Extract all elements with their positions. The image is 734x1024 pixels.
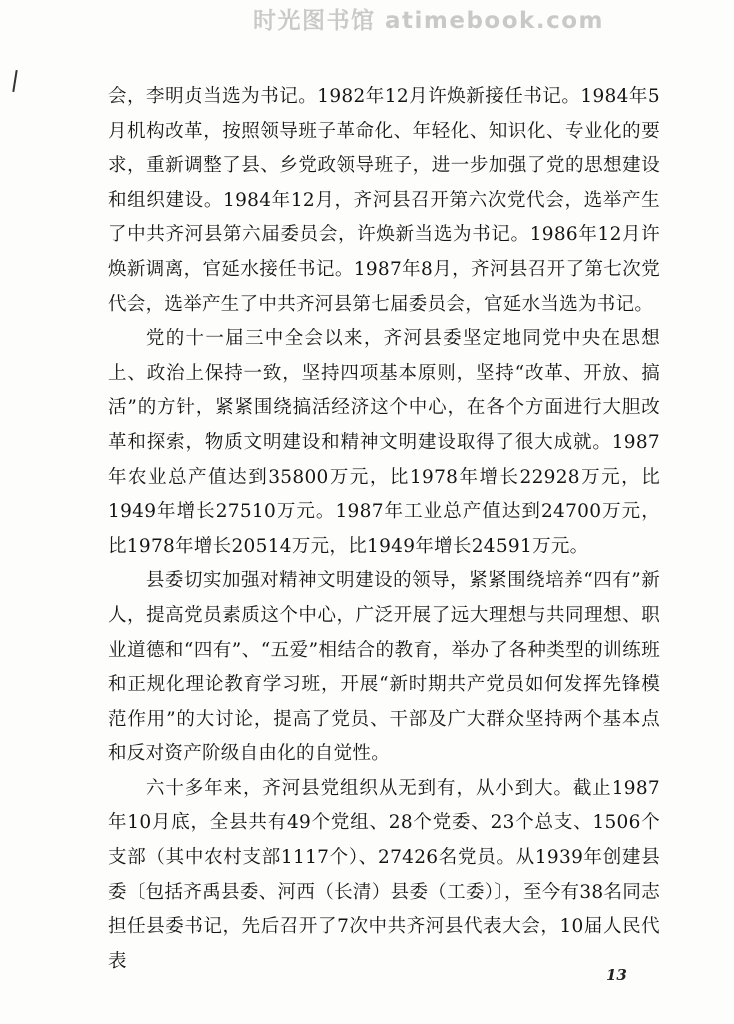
paragraph-1: 会，李明贞当选为书记。1982年12月许焕新接任书记。1984年5月机构改革，按照领导班子革命化、年轻化、知识化、专业化的要求，重新调整了县、乡党政领导班子，进一步加强了党的思想建设和组织建设。1984年12月，齐河县召开第六次党代会，选举产生了中共齐河县第六届委员会，许焕新当选为书记。1986年12月许焕新调离，官延水接任书记。1987年8月，齐河县召开了第七次党代会，选举产生了中共齐河县第七届委员会，官延水当选为书记。	[108, 86, 660, 315]
paragraph-3: 县委切实加强对精神文明建设的领导，紧紧围绕培养“四有”新人，提高党员素质这个中心，广泛开展了远大理想与共同理想、职业道德和“四有”、“五爱”相结合的教育，举办了各种类型的训练班和正规化理论教育学习班，开展“新时期共产党员如何发挥先锋模范作用”的大讨论，提高了党员、干部及广大群众坚持两个基本点和反对资产阶级自由化的自觉性。	[108, 570, 660, 765]
page-body	[108, 80, 660, 979]
margin-mark	[12, 70, 17, 92]
page-number: 13	[606, 966, 627, 984]
watermark: 时光图书馆 atimebook.com	[253, 8, 604, 34]
paragraph-2: 党的十一届三中全会以来，齐河县委坚定地同党中央在思想上、政治上保持一致，坚持四项基本原则，坚持“改革、开放、搞活”的方针，紧紧围绕搞活经济这个中心，在各个方面进行大胆改革和探索，物质文明建设和精神文明建设取得了很大成就。1987年农业总产值达到35800万元，比1978年增长22928万元，比1949年增长27510万元。1987年工业总产值达到24700万元，比1978年增长20514万元，比1949年增长24591万元。	[108, 328, 660, 557]
paragraph-4: 六十多年来，齐河县党组织从无到有，从小到大。截止1987年10月底，全县共有49个党组、28个党委、23个总支、1506个支部（其中农村支部1117个）、27426名党员。从1939年创建县委〔包括齐禹县委、河西（长清）县委（工委）〕，至今有38名同志担任县委书记，先后召开了7次中共齐河县代表大会，10届人民代表	[108, 777, 660, 972]
